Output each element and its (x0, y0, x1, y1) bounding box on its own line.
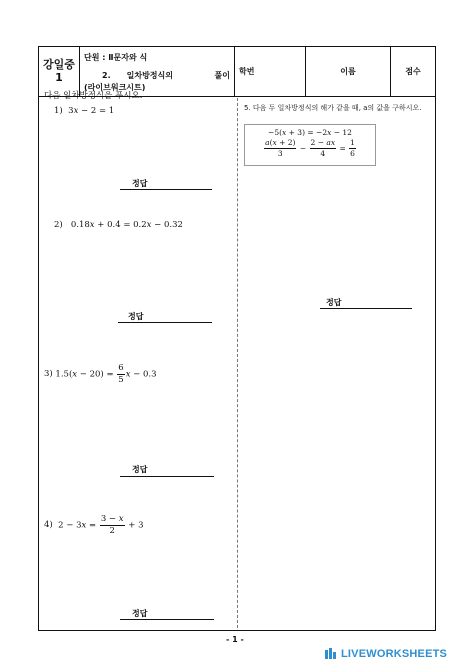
answer-label-5: 정답 (326, 298, 342, 307)
unit-cell (80, 47, 235, 69)
problem-3 (44, 364, 157, 384)
problem-1 (54, 106, 114, 116)
answer-label-3: 정답 (132, 465, 148, 474)
student-id-cell[interactable] (235, 47, 306, 97)
lesson-end: 풀이 (214, 71, 230, 81)
answer-line-3[interactable] (120, 476, 214, 477)
answer-line-1[interactable] (120, 189, 212, 190)
equation: 2 − 3x = $\frac{3 - x}{2}$ + 3 (52, 514, 144, 536)
lesson-subtitle: (라이브워크시트) (84, 83, 146, 93)
lesson-number: 2. (102, 71, 111, 81)
problem-5-box (244, 124, 376, 166)
answer-label-2: 정답 (128, 312, 144, 321)
score-cell[interactable] (391, 47, 436, 97)
student-id-label: 학번 (239, 67, 255, 76)
equation: 0.18x + 0.4 = 0.2x − 0.32 (65, 220, 183, 230)
problem-number: 3) (44, 369, 53, 379)
name-cell[interactable] (306, 47, 391, 97)
answer-line-4[interactable] (120, 619, 214, 620)
page-right-border (435, 96, 436, 630)
equation: 1.5(x − 20) = $\frac{6}{5}$ x − 0.3 (52, 363, 157, 385)
equation-a: −5(x + 3) = −2x − 12 (268, 128, 352, 137)
problem-number: 2) (54, 220, 63, 230)
name-label: 이름 (340, 67, 356, 76)
problem-number: 4) (44, 520, 53, 530)
brand-name: LIVEWORKSHEETS (341, 648, 448, 660)
problem-4 (44, 515, 143, 535)
problem-number: 1) (54, 106, 63, 116)
answer-label-4: 정답 (132, 609, 148, 618)
answer-line-5[interactable] (320, 308, 412, 309)
equation-b: $\frac{a(x + 2)}{3}$ − $\frac{2 - ax}{4}$ = $\frac{1}{6}$ (265, 138, 355, 158)
liveworksheets-icon (324, 647, 338, 661)
answer-line-2[interactable] (118, 322, 212, 323)
score-label: 점수 (405, 67, 421, 76)
instruction: 다음 일차방정식을 푸시오. (44, 91, 143, 101)
page-bottom-border (38, 630, 436, 631)
grade: 1 (55, 70, 63, 84)
problem-5-text: 5. 다음 두 일차방정식의 해가 같을 때, a의 값을 구하시오. (244, 104, 422, 112)
lesson-title: 일차방정식의 (126, 71, 173, 81)
page-left-border (38, 96, 39, 630)
school-name: 강일중 (43, 57, 75, 71)
equation: 3x − 2 = 1 (65, 106, 115, 116)
brand-logo (324, 647, 447, 661)
answer-label-1: 정답 (132, 179, 148, 188)
column-divider (237, 98, 238, 628)
problem-2 (54, 220, 183, 230)
page-number: - 1 - (226, 635, 244, 644)
unit-title: 단원 : Ⅱ문자와 식 (84, 53, 148, 63)
